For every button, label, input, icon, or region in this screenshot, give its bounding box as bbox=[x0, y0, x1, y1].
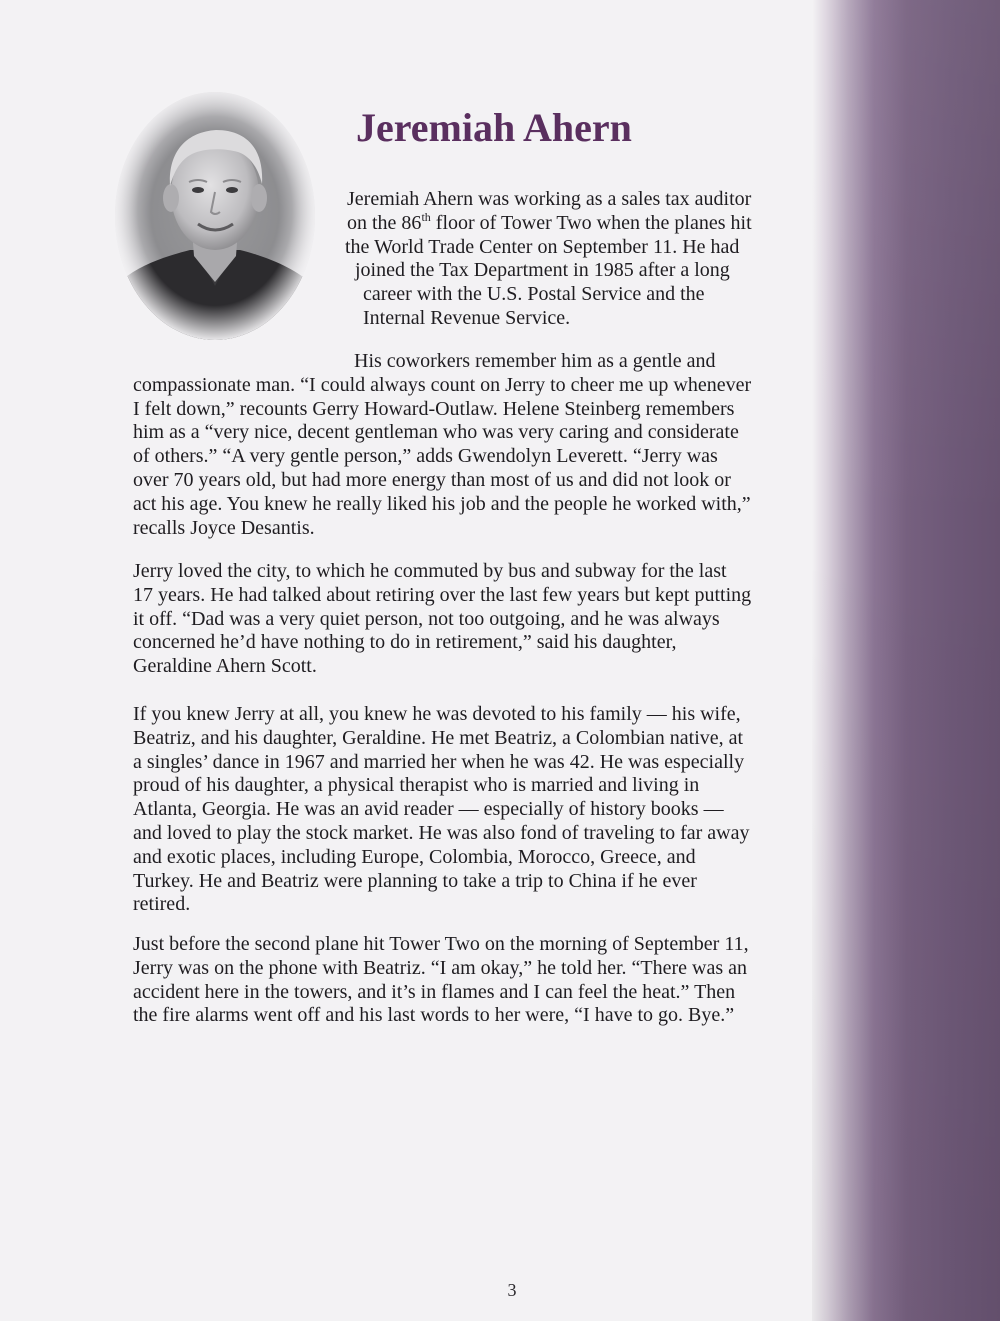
body-line: joined the Tax Department in 1985 after a long bbox=[355, 259, 730, 282]
ordinal-suffix: th bbox=[421, 209, 431, 224]
body-line bbox=[0, 209, 812, 236]
paragraph-3 bbox=[0, 560, 812, 679]
body-line: Geraldine Ahern Scott. bbox=[133, 655, 317, 678]
body-line: and exotic places, including Europe, Colombia, Morocco, Greece, and bbox=[133, 845, 696, 868]
body-line: Internal Revenue Service. bbox=[363, 306, 571, 329]
body-line: accident here in the towers, and it’s in flames and I can feel the heat.” Then bbox=[133, 980, 736, 1003]
line-text: floor of Tower Two when the planes hit bbox=[430, 211, 752, 234]
paragraph-2 bbox=[0, 350, 812, 540]
body-line: proud of his daughter, a physical therapist who is married and living in bbox=[133, 774, 700, 797]
body-line: and loved to play the stock market. He was also fond of traveling to far away bbox=[133, 821, 750, 844]
body-line: Atlanta, Georgia. He was an avid reader — especially of history books — bbox=[133, 798, 724, 821]
line-text: on the 86 bbox=[347, 211, 422, 234]
body-line: retired. bbox=[133, 893, 191, 916]
body-line: of others.” “A very gentle person,” adds Gwendolyn Leverett. “Jerry was bbox=[133, 445, 718, 468]
body-line: recalls Joyce Desantis. bbox=[133, 516, 315, 539]
body-line: Jerry was on the phone with Beatriz. “I am okay,” he told her. “There was an bbox=[133, 956, 748, 979]
body-line: him as a “very nice, decent gentleman who was very caring and considerate bbox=[133, 421, 739, 444]
body-line: Beatriz, and his daughter, Geraldine. He met Beatriz, a Colombian native, at bbox=[133, 726, 744, 749]
body-line: the World Trade Center on September 11. He had bbox=[345, 235, 740, 258]
paragraph-1 bbox=[0, 188, 812, 331]
body-line: If you knew Jerry at all, you knew he was devoted to his family — his wife, bbox=[133, 703, 741, 725]
body-line: career with the U.S. Postal Service and the bbox=[363, 283, 705, 306]
body-line: it off. “Dad was a very quiet person, not too outgoing, and he was always bbox=[133, 607, 720, 630]
page-number: 3 bbox=[507, 1280, 517, 1300]
purple-page-edge-shade bbox=[812, 0, 1000, 1321]
body-line: concerned he’d have nothing to do in retirement,” said his daughter, bbox=[133, 631, 677, 654]
body-line: Jerry loved the city, to which he commuted by bus and subway for the last bbox=[133, 560, 727, 582]
body-line: His coworkers remember him as a gentle and bbox=[354, 350, 716, 372]
body-line: over 70 years old, but had more energy than most of us and did not look or bbox=[133, 468, 731, 491]
body-line: 17 years. He had talked about retiring over the last few years but kept putting bbox=[133, 583, 752, 606]
body-line: I felt down,” recounts Gerry Howard-Outlaw. Helene Steinberg remembers bbox=[133, 397, 735, 420]
body-line: Just before the second plane hit Tower Two on the morning of September 11, bbox=[133, 933, 749, 955]
paragraph-5 bbox=[0, 933, 812, 1028]
body-line: the fire alarms went off and his last words to her were, “I have to go. Bye.” bbox=[133, 1004, 735, 1027]
page-title: Jeremiah Ahern bbox=[356, 105, 632, 150]
body-line: act his age. You knew he really liked his job and the people he worked with,” bbox=[133, 492, 751, 515]
body-line: a singles’ dance in 1967 and married her when he was 42. He was especially bbox=[133, 750, 745, 773]
paragraph-4 bbox=[0, 703, 812, 917]
body-line: Turkey. He and Beatriz were planning to take a trip to China if he ever bbox=[133, 869, 697, 892]
body-line: compassionate man. “I could always count on Jerry to cheer me up whenever bbox=[133, 373, 752, 396]
body-line: Jeremiah Ahern was working as a sales tax auditor bbox=[347, 188, 752, 210]
